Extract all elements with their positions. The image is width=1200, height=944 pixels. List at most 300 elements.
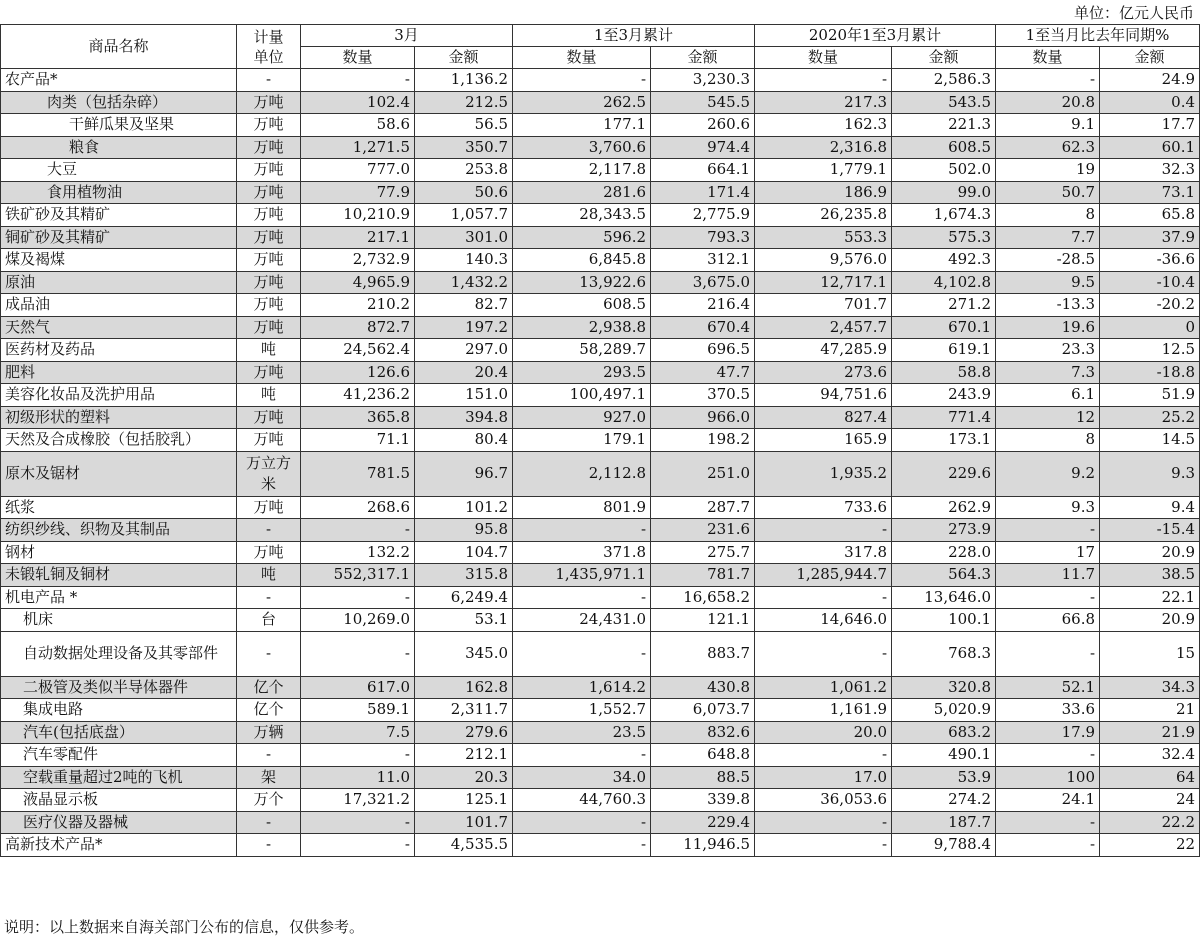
row-value: 281.6 xyxy=(513,181,651,204)
row-name: 机床 xyxy=(1,609,237,632)
row-value: - xyxy=(755,586,892,609)
row-value: 132.2 xyxy=(301,541,415,564)
row-value: 1,432.2 xyxy=(415,271,513,294)
table-row xyxy=(1,766,1200,789)
row-value: 0.4 xyxy=(1100,91,1200,114)
row-value: 1,161.9 xyxy=(755,699,892,722)
row-value: 19 xyxy=(996,159,1100,182)
row-value: 187.7 xyxy=(892,811,996,834)
footer-note: 说明：以上数据来自海关部门公布的信息，仅供参考。 xyxy=(4,918,365,936)
row-value: 20.0 xyxy=(755,721,892,744)
row-value: 1,614.2 xyxy=(513,676,651,699)
row-value: 1,674.3 xyxy=(892,204,996,227)
row-value: - xyxy=(513,834,651,857)
row-value: 177.1 xyxy=(513,114,651,137)
table-row xyxy=(1,114,1200,137)
table-row xyxy=(1,226,1200,249)
row-value: 17.9 xyxy=(996,721,1100,744)
row-value: 7.5 xyxy=(301,721,415,744)
row-value: 21 xyxy=(1100,699,1200,722)
row-value: 20.8 xyxy=(996,91,1100,114)
row-unit: 吨 xyxy=(237,564,301,587)
row-value: - xyxy=(301,519,415,542)
row-value: 11.7 xyxy=(996,564,1100,587)
table-row xyxy=(1,159,1200,182)
row-value: 253.8 xyxy=(415,159,513,182)
row-value: 14,646.0 xyxy=(755,609,892,632)
row-value: 104.7 xyxy=(415,541,513,564)
row-value: - xyxy=(996,69,1100,92)
row-value: 32.4 xyxy=(1100,744,1200,767)
row-value: 14.5 xyxy=(1100,429,1200,452)
row-value: 251.0 xyxy=(651,451,755,496)
table-row xyxy=(1,541,1200,564)
row-value: 77.9 xyxy=(301,181,415,204)
row-value: - xyxy=(755,744,892,767)
row-unit: 万个 xyxy=(237,789,301,812)
row-value: 20.9 xyxy=(1100,609,1200,632)
row-value: 179.1 xyxy=(513,429,651,452)
row-value: 545.5 xyxy=(651,91,755,114)
row-value: 262.9 xyxy=(892,496,996,519)
row-unit: 万辆 xyxy=(237,721,301,744)
row-value: 6,845.8 xyxy=(513,249,651,272)
header-sub: 金额 xyxy=(651,47,755,69)
row-value: 11,946.5 xyxy=(651,834,755,857)
table-row xyxy=(1,271,1200,294)
row-name: 肉类（包括杂碎） xyxy=(1,91,237,114)
row-unit: 万立方米 xyxy=(237,451,301,496)
row-unit: - xyxy=(237,631,301,676)
row-value: 664.1 xyxy=(651,159,755,182)
row-name: 食用植物油 xyxy=(1,181,237,204)
row-name: 纺织纱线、织物及其制品 xyxy=(1,519,237,542)
row-value: 216.4 xyxy=(651,294,755,317)
row-value: 670.4 xyxy=(651,316,755,339)
row-value: 102.4 xyxy=(301,91,415,114)
row-value: 231.6 xyxy=(651,519,755,542)
row-value: 100.1 xyxy=(892,609,996,632)
row-value: 279.6 xyxy=(415,721,513,744)
row-value: -18.8 xyxy=(1100,361,1200,384)
row-value: 228.0 xyxy=(892,541,996,564)
row-value: - xyxy=(996,586,1100,609)
row-value: 21.9 xyxy=(1100,721,1200,744)
row-name: 汽车(包括底盘） xyxy=(1,721,237,744)
row-value: - xyxy=(301,811,415,834)
row-value: 162.3 xyxy=(755,114,892,137)
row-value: 25.2 xyxy=(1100,406,1200,429)
row-value: - xyxy=(513,586,651,609)
row-value: 9.3 xyxy=(1100,451,1200,496)
row-value: 26,235.8 xyxy=(755,204,892,227)
header-sub: 数量 xyxy=(513,47,651,69)
row-value: -36.6 xyxy=(1100,249,1200,272)
table-row xyxy=(1,294,1200,317)
row-unit: 万吨 xyxy=(237,114,301,137)
row-value: 173.1 xyxy=(892,429,996,452)
row-value: 17.7 xyxy=(1100,114,1200,137)
row-value: 24,431.0 xyxy=(513,609,651,632)
row-value: 47.7 xyxy=(651,361,755,384)
table-row xyxy=(1,384,1200,407)
row-value: 777.0 xyxy=(301,159,415,182)
row-value: 210.2 xyxy=(301,294,415,317)
row-value: 12,717.1 xyxy=(755,271,892,294)
row-value: 7.7 xyxy=(996,226,1100,249)
row-value: 22 xyxy=(1100,834,1200,857)
row-value: 268.6 xyxy=(301,496,415,519)
row-value: 827.4 xyxy=(755,406,892,429)
row-value: 0 xyxy=(1100,316,1200,339)
row-value: 301.0 xyxy=(415,226,513,249)
row-value: 28,343.5 xyxy=(513,204,651,227)
row-value: 1,136.2 xyxy=(415,69,513,92)
row-value: 4,102.8 xyxy=(892,271,996,294)
row-value: 4,535.5 xyxy=(415,834,513,857)
row-value: 3,760.6 xyxy=(513,136,651,159)
row-value: 966.0 xyxy=(651,406,755,429)
header-name: 商品名称 xyxy=(1,25,237,69)
row-value: 262.5 xyxy=(513,91,651,114)
row-value: -28.5 xyxy=(996,249,1100,272)
row-value: - xyxy=(301,586,415,609)
row-value: 10,210.9 xyxy=(301,204,415,227)
row-value: 4,965.9 xyxy=(301,271,415,294)
row-value: 371.8 xyxy=(513,541,651,564)
row-value: 350.7 xyxy=(415,136,513,159)
row-value: 36,053.6 xyxy=(755,789,892,812)
row-value: 56.5 xyxy=(415,114,513,137)
row-value: 260.6 xyxy=(651,114,755,137)
table-row xyxy=(1,789,1200,812)
row-value: 33.6 xyxy=(996,699,1100,722)
row-value: 6,249.4 xyxy=(415,586,513,609)
row-value: 9.1 xyxy=(996,114,1100,137)
row-value: -10.4 xyxy=(1100,271,1200,294)
header-sub: 金额 xyxy=(415,47,513,69)
row-value: 197.2 xyxy=(415,316,513,339)
row-value: 2,586.3 xyxy=(892,69,996,92)
header-group-march: 3月 xyxy=(301,25,513,47)
row-value: 6.1 xyxy=(996,384,1100,407)
row-value: 24,562.4 xyxy=(301,339,415,362)
row-value: - xyxy=(996,811,1100,834)
row-value: 217.3 xyxy=(755,91,892,114)
row-unit: 亿个 xyxy=(237,676,301,699)
row-value: 51.9 xyxy=(1100,384,1200,407)
row-value: - xyxy=(755,834,892,857)
row-value: 19.6 xyxy=(996,316,1100,339)
table-row xyxy=(1,699,1200,722)
row-value: - xyxy=(301,744,415,767)
table-row xyxy=(1,316,1200,339)
row-value: 345.0 xyxy=(415,631,513,676)
row-value: 24 xyxy=(1100,789,1200,812)
row-unit: 吨 xyxy=(237,339,301,362)
row-value: 832.6 xyxy=(651,721,755,744)
row-value: 552,317.1 xyxy=(301,564,415,587)
table-row xyxy=(1,496,1200,519)
unit-note: 单位：亿元人民币 xyxy=(1073,4,1194,22)
row-value: - xyxy=(755,811,892,834)
row-value: 315.8 xyxy=(415,564,513,587)
row-value: 58.8 xyxy=(892,361,996,384)
row-value: 3,675.0 xyxy=(651,271,755,294)
row-unit: 万吨 xyxy=(237,294,301,317)
row-unit: 万吨 xyxy=(237,136,301,159)
row-value: -13.3 xyxy=(996,294,1100,317)
table-row xyxy=(1,564,1200,587)
row-value: 15 xyxy=(1100,631,1200,676)
row-unit: - xyxy=(237,69,301,92)
row-unit: - xyxy=(237,834,301,857)
row-name: 钢材 xyxy=(1,541,237,564)
row-value: 394.8 xyxy=(415,406,513,429)
row-name: 原木及锯材 xyxy=(1,451,237,496)
row-value: 608.5 xyxy=(513,294,651,317)
trade-table xyxy=(0,24,1200,857)
row-value: 701.7 xyxy=(755,294,892,317)
row-value: 617.0 xyxy=(301,676,415,699)
row-unit: - xyxy=(237,811,301,834)
row-value: 65.8 xyxy=(1100,204,1200,227)
row-value: 564.3 xyxy=(892,564,996,587)
row-value: 883.7 xyxy=(651,631,755,676)
row-name: 医药材及药品 xyxy=(1,339,237,362)
row-value: 121.1 xyxy=(651,609,755,632)
row-value: 648.8 xyxy=(651,744,755,767)
row-value: 50.6 xyxy=(415,181,513,204)
row-value: 801.9 xyxy=(513,496,651,519)
row-value: 17,321.2 xyxy=(301,789,415,812)
table-row xyxy=(1,834,1200,857)
row-value: 8 xyxy=(996,429,1100,452)
row-name: 二极管及类似半导体器件 xyxy=(1,676,237,699)
row-value: 34.0 xyxy=(513,766,651,789)
row-value: 99.0 xyxy=(892,181,996,204)
row-value: - xyxy=(513,744,651,767)
row-value: 275.7 xyxy=(651,541,755,564)
row-unit: 万吨 xyxy=(237,316,301,339)
row-name: 铜矿砂及其精矿 xyxy=(1,226,237,249)
row-value: 96.7 xyxy=(415,451,513,496)
row-value: 64 xyxy=(1100,766,1200,789)
row-value: 1,552.7 xyxy=(513,699,651,722)
table-row xyxy=(1,406,1200,429)
row-value: 596.2 xyxy=(513,226,651,249)
row-value: 733.6 xyxy=(755,496,892,519)
header-group-yoy: 1至当月比去年同期% xyxy=(996,25,1200,47)
row-value: - xyxy=(755,69,892,92)
row-value: 16,658.2 xyxy=(651,586,755,609)
row-value: 553.3 xyxy=(755,226,892,249)
table-row xyxy=(1,91,1200,114)
row-value: 12 xyxy=(996,406,1100,429)
row-value: 62.3 xyxy=(996,136,1100,159)
row-value: 1,935.2 xyxy=(755,451,892,496)
row-value: 24.9 xyxy=(1100,69,1200,92)
row-value: 1,271.5 xyxy=(301,136,415,159)
row-value: 543.5 xyxy=(892,91,996,114)
row-name: 高新技术产品* xyxy=(1,834,237,857)
row-value: 171.4 xyxy=(651,181,755,204)
row-value: - xyxy=(513,69,651,92)
row-value: 670.1 xyxy=(892,316,996,339)
table-row xyxy=(1,631,1200,676)
row-name: 初级形状的塑料 xyxy=(1,406,237,429)
row-value: 32.3 xyxy=(1100,159,1200,182)
row-value: 317.8 xyxy=(755,541,892,564)
row-value: 22.1 xyxy=(1100,586,1200,609)
row-name: 汽车零配件 xyxy=(1,744,237,767)
row-unit: 万吨 xyxy=(237,91,301,114)
row-name: 肥料 xyxy=(1,361,237,384)
row-value: 126.6 xyxy=(301,361,415,384)
row-value: 37.9 xyxy=(1100,226,1200,249)
row-value: 94,751.6 xyxy=(755,384,892,407)
row-value: 95.8 xyxy=(415,519,513,542)
row-unit: 万吨 xyxy=(237,496,301,519)
row-name: 粮食 xyxy=(1,136,237,159)
row-value: 287.7 xyxy=(651,496,755,519)
row-value: 17 xyxy=(996,541,1100,564)
header-group-2020-ytd: 2020年1至3月累计 xyxy=(755,25,996,47)
row-value: 575.3 xyxy=(892,226,996,249)
row-value: 768.3 xyxy=(892,631,996,676)
row-value: 198.2 xyxy=(651,429,755,452)
row-value: - xyxy=(755,519,892,542)
row-value: 490.1 xyxy=(892,744,996,767)
row-value: - xyxy=(513,519,651,542)
table-row xyxy=(1,69,1200,92)
row-value: 6,073.7 xyxy=(651,699,755,722)
row-value: 9.2 xyxy=(996,451,1100,496)
row-name: 机电产品 * xyxy=(1,586,237,609)
row-unit: 万吨 xyxy=(237,361,301,384)
table-row xyxy=(1,339,1200,362)
row-value: 38.5 xyxy=(1100,564,1200,587)
row-value: 2,316.8 xyxy=(755,136,892,159)
row-unit: 台 xyxy=(237,609,301,632)
row-value: 20.9 xyxy=(1100,541,1200,564)
row-value: 1,057.7 xyxy=(415,204,513,227)
row-value: 297.0 xyxy=(415,339,513,362)
row-value: 927.0 xyxy=(513,406,651,429)
row-name: 美容化妆品及洗护用品 xyxy=(1,384,237,407)
row-value: 11.0 xyxy=(301,766,415,789)
row-value: 2,117.8 xyxy=(513,159,651,182)
row-name: 液晶显示板 xyxy=(1,789,237,812)
row-value: 9.5 xyxy=(996,271,1100,294)
row-value: 44,760.3 xyxy=(513,789,651,812)
row-value: 9.3 xyxy=(996,496,1100,519)
row-name: 天然及合成橡胶（包括胶乳） xyxy=(1,429,237,452)
row-value: 52.1 xyxy=(996,676,1100,699)
row-value: - xyxy=(996,631,1100,676)
row-value: 339.8 xyxy=(651,789,755,812)
row-unit: 万吨 xyxy=(237,159,301,182)
row-value: 10,269.0 xyxy=(301,609,415,632)
header-sub: 数量 xyxy=(301,47,415,69)
row-value: 20.4 xyxy=(415,361,513,384)
row-unit: 万吨 xyxy=(237,204,301,227)
row-value: 365.8 xyxy=(301,406,415,429)
row-name: 农产品* xyxy=(1,69,237,92)
row-value: 34.3 xyxy=(1100,676,1200,699)
row-value: 5,020.9 xyxy=(892,699,996,722)
row-value: 1,435,971.1 xyxy=(513,564,651,587)
table-row xyxy=(1,249,1200,272)
header-sub: 数量 xyxy=(996,47,1100,69)
row-value: 229.4 xyxy=(651,811,755,834)
row-value: 430.8 xyxy=(651,676,755,699)
row-value: 82.7 xyxy=(415,294,513,317)
row-name: 医疗仪器及器械 xyxy=(1,811,237,834)
row-value: 1,779.1 xyxy=(755,159,892,182)
header-group-ytd: 1至3月累计 xyxy=(513,25,755,47)
row-value: 80.4 xyxy=(415,429,513,452)
row-name: 原油 xyxy=(1,271,237,294)
row-value: 781.5 xyxy=(301,451,415,496)
row-value: 17.0 xyxy=(755,766,892,789)
table-row xyxy=(1,451,1200,496)
table-row xyxy=(1,676,1200,699)
row-value: 271.2 xyxy=(892,294,996,317)
row-value: 100,497.1 xyxy=(513,384,651,407)
row-unit: - xyxy=(237,586,301,609)
row-value: 53.1 xyxy=(415,609,513,632)
row-unit: 万吨 xyxy=(237,541,301,564)
row-value: 771.4 xyxy=(892,406,996,429)
row-name: 天然气 xyxy=(1,316,237,339)
table-row xyxy=(1,811,1200,834)
row-value: 229.6 xyxy=(892,451,996,496)
row-value: 58.6 xyxy=(301,114,415,137)
row-value: 22.2 xyxy=(1100,811,1200,834)
row-name: 煤及褐煤 xyxy=(1,249,237,272)
row-name: 干鲜瓜果及坚果 xyxy=(1,114,237,137)
row-value: 165.9 xyxy=(755,429,892,452)
row-value: 100 xyxy=(996,766,1100,789)
table-row xyxy=(1,519,1200,542)
row-value: 2,775.9 xyxy=(651,204,755,227)
row-value: 1,061.2 xyxy=(755,676,892,699)
row-value: 3,230.3 xyxy=(651,69,755,92)
row-value: 101.2 xyxy=(415,496,513,519)
row-unit: 万吨 xyxy=(237,429,301,452)
row-value: 273.6 xyxy=(755,361,892,384)
row-value: 53.9 xyxy=(892,766,996,789)
row-value: 88.5 xyxy=(651,766,755,789)
row-value: 101.7 xyxy=(415,811,513,834)
row-value: 293.5 xyxy=(513,361,651,384)
row-value: - xyxy=(755,631,892,676)
row-value: 24.1 xyxy=(996,789,1100,812)
row-value: 212.1 xyxy=(415,744,513,767)
row-value: 2,732.9 xyxy=(301,249,415,272)
row-value: 9,788.4 xyxy=(892,834,996,857)
header-sub: 金额 xyxy=(1100,47,1200,69)
row-name: 纸浆 xyxy=(1,496,237,519)
row-value: - xyxy=(301,631,415,676)
row-name: 大豆 xyxy=(1,159,237,182)
row-value: 2,457.7 xyxy=(755,316,892,339)
row-value: 13,922.6 xyxy=(513,271,651,294)
row-value: - xyxy=(301,69,415,92)
row-name: 成品油 xyxy=(1,294,237,317)
row-value: 217.1 xyxy=(301,226,415,249)
